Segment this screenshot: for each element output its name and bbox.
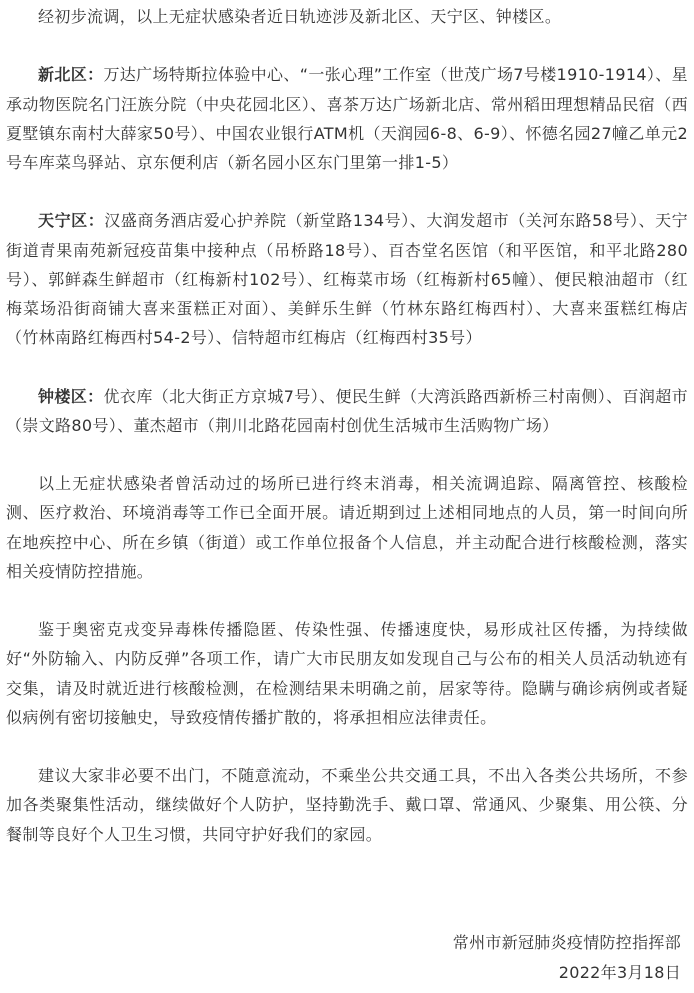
disinfection-notice-paragraph: 以上无症状感染者曾活动过的场所已进行终末消毒，相关流调追踪、隔离管控、核酸检测、医疗救治、环境消毒等工作已全面开展。请近期到过上述相同地点的人员，第一时间向所在地疾控中心、所在乡镇（街道）或工作单位报备个人信息，并主动配合进行核酸检测，落实相关疫情防控措施。 xyxy=(6,474,688,581)
signature-date: 2022年3月18日 xyxy=(558,963,681,982)
district-places-zhonglou: 优衣库（北大街正方京城7号）、便民生鲜（大湾浜路西新桥三村南侧）、百润超市（崇文路80号）、董杰超市（荆川北路花园南村创优生活城市生活购物广场） xyxy=(6,386,688,435)
public-advice-paragraph: 建议大家非必要不出门，不随意流动，不乘坐公共交通工具，不出入各类公共场所，不参加各类聚集性活动，继续做好个人防护，坚持勤洗手、戴口罩、常通风、少聚集、用公筷、分餐制等良好个人卫生习惯，共同守护好我们的家园。 xyxy=(6,766,688,844)
district-label-tianning: 天宁区： xyxy=(38,211,105,231)
district-xinbei-paragraph xyxy=(6,60,688,177)
district-zhonglou-paragraph xyxy=(6,382,688,440)
district-tianning-paragraph xyxy=(6,206,688,352)
intro-paragraph: 经初步流调，以上无症状感染者近日轨迹涉及新北区、天宁区、钟楼区。 xyxy=(38,7,562,26)
omicron-warning-paragraph: 鉴于奥密克戎变异毒株传播隐匿、传染性强、传播速度快，易形成社区传播，为持续做好“外防输入、内防反弹”各项工作，请广大市民朋友如发现自己与公布的相关人员活动轨迹有交集，请及时就近进行核酸检测，在检测结果未明确之前，居家等待。隐瞒与确诊病例或者疑似病例有密切接触史，导致疫情传播扩散的，将承担相应法律责任。 xyxy=(6,620,688,727)
district-places-tianning: 汉盛商务酒店爱心护养院（新堂路134号）、大润发超市（关河东路58号）、天宁街道青果南苑新冠疫苗集中接种点（吊桥路18号）、百杏堂名医馆（和平医馆，和平北路280号）、郭鲜森生鲜超市（红梅新村102号）、红梅菜市场（红梅新村65幢）、便民粮油超市（红梅菜场沿街商铺大喜来蛋糕正对面）、美鲜乐生鲜（竹林东路红梅西村）、大喜来蛋糕红梅店（竹林南路红梅西村54-2号）、信特超市红梅店（红梅西村35号） xyxy=(6,211,689,348)
district-label-zhonglou: 钟楼区： xyxy=(38,386,104,406)
district-places-xinbei: 万达广场特斯拉体验中心、“一张心理”工作室（世茂广场7号楼1910-1914）、星承动物医院名门汪族分院（中央花园北区）、喜茶万达广场新北店、常州稻田理想精品民宿（西夏墅镇东南村大薛家50号）、中国农业银行ATM机（天润园6-8、6-9）、怀德名园27幢乙单元2号车库菜鸟驿站、京东便利店（新名园小区东门里第一排1-5） xyxy=(6,65,688,172)
signature-organization: 常州市新冠肺炎疫情防控指挥部 xyxy=(452,933,681,952)
district-label-xinbei: 新北区： xyxy=(38,65,104,85)
